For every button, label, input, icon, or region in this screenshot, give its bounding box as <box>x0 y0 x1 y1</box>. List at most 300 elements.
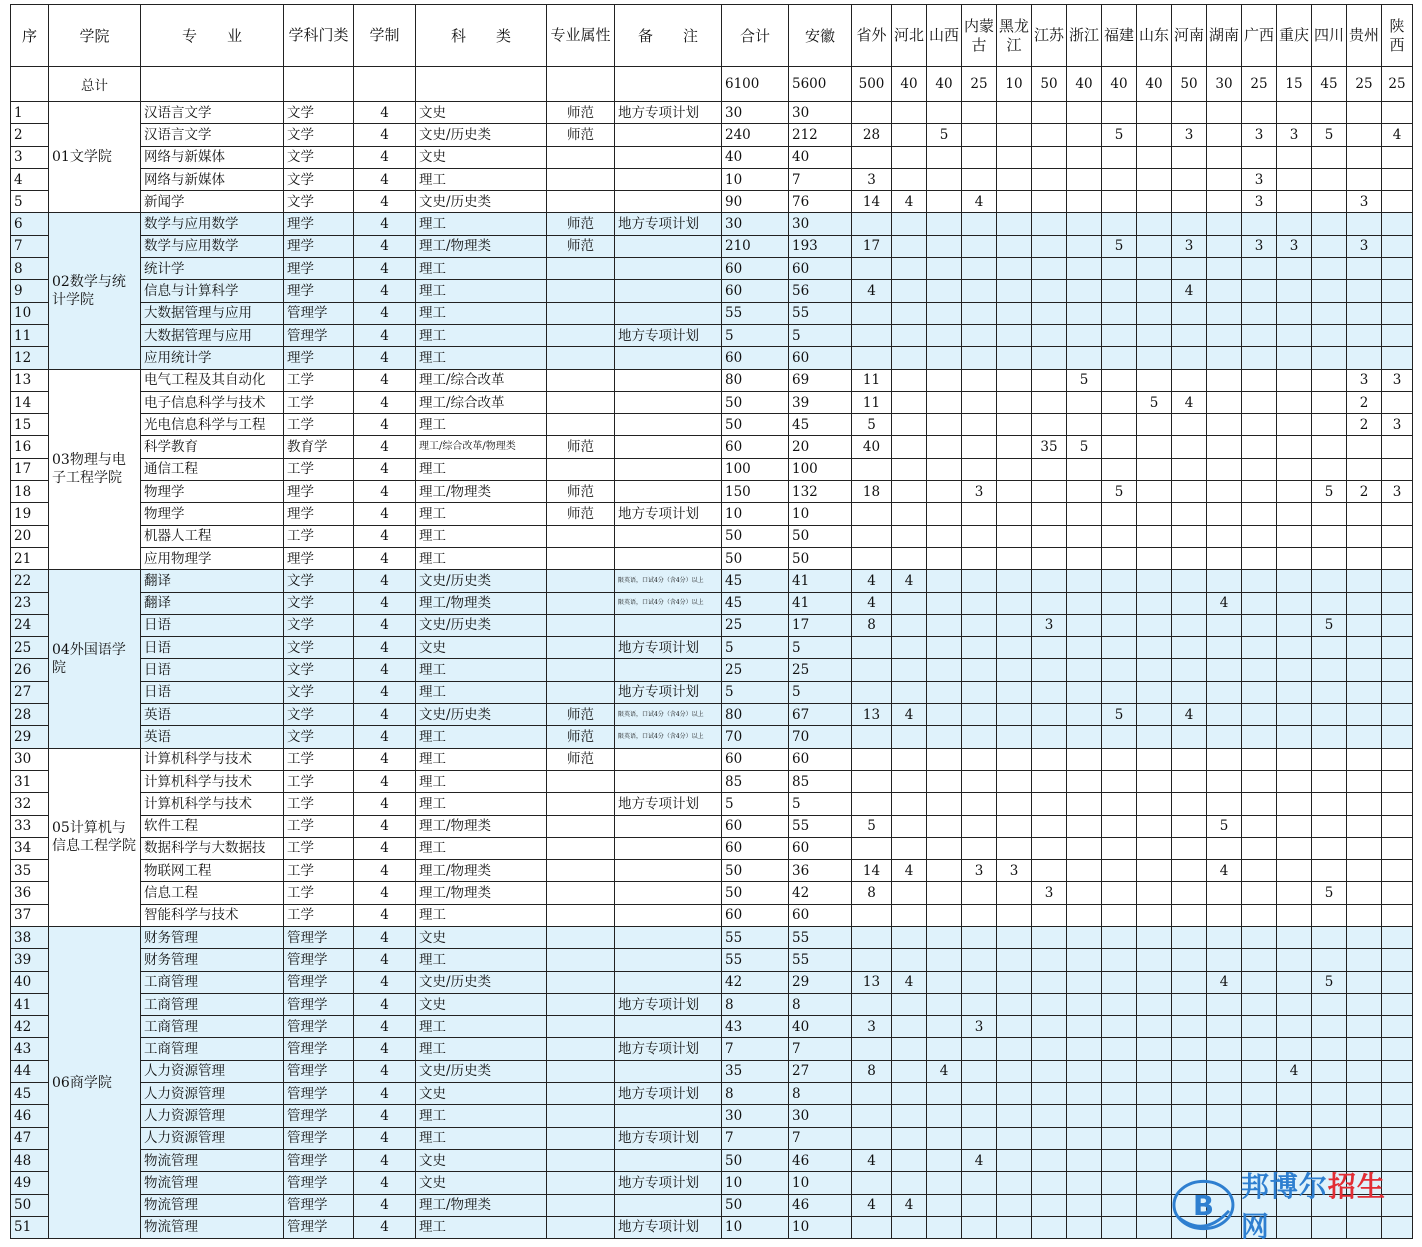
province-cell <box>1067 1083 1102 1105</box>
out-province-cell: 4 <box>852 280 892 302</box>
total-cell: 42 <box>722 971 789 993</box>
duration-cell: 4 <box>354 235 416 257</box>
province-cell <box>927 258 962 280</box>
province-cell <box>927 837 962 859</box>
major-cell: 物流管理 <box>141 1216 284 1238</box>
out-province-cell: 13 <box>852 704 892 726</box>
province-cell <box>1172 436 1207 458</box>
province-cell <box>1242 391 1277 413</box>
province-cell <box>1347 458 1382 480</box>
province-cell <box>1137 1149 1172 1171</box>
province-cell <box>1172 102 1207 124</box>
province-cell <box>1067 1194 1102 1216</box>
province-cell <box>1102 1127 1137 1149</box>
province-cell <box>1102 993 1137 1015</box>
province-cell <box>1207 347 1242 369</box>
attr-cell <box>547 815 615 837</box>
province-cell <box>1137 213 1172 235</box>
subject-cell: 文史 <box>416 926 547 948</box>
province-cell <box>1067 704 1102 726</box>
province-cell <box>1032 726 1067 748</box>
major-cell: 计算机科学与技术 <box>141 793 284 815</box>
anhui-cell: 55 <box>789 949 852 971</box>
province-cell <box>1347 748 1382 770</box>
province-cell <box>1277 302 1312 324</box>
category-cell: 工学 <box>284 860 354 882</box>
province-cell <box>1032 503 1067 525</box>
province-cell <box>997 926 1032 948</box>
note-cell <box>615 369 722 391</box>
province-cell <box>1312 213 1347 235</box>
province-cell <box>1102 726 1137 748</box>
province-cell: 5 <box>1067 436 1102 458</box>
major-cell: 软件工程 <box>141 815 284 837</box>
header-province: 四川 <box>1312 5 1347 67</box>
province-cell <box>1347 1060 1382 1082</box>
major-cell: 计算机科学与技术 <box>141 770 284 792</box>
out-province-cell <box>852 949 892 971</box>
anhui-cell: 85 <box>789 770 852 792</box>
subject-cell: 理工 <box>416 280 547 302</box>
anhui-cell: 27 <box>789 1060 852 1082</box>
out-province-cell <box>852 1216 892 1238</box>
province-cell <box>1312 726 1347 748</box>
row-seq: 13 <box>11 369 49 391</box>
province-cell <box>1242 324 1277 346</box>
note-cell: 地方专项计划 <box>615 1216 722 1238</box>
province-cell <box>1242 414 1277 436</box>
province-cell <box>962 258 997 280</box>
province-cell: 3 <box>1032 882 1067 904</box>
province-cell <box>997 993 1032 1015</box>
province-cell <box>1207 949 1242 971</box>
table-row <box>11 1083 1413 1105</box>
province-cell <box>1347 213 1382 235</box>
attr-cell <box>547 302 615 324</box>
province-cell <box>1032 1194 1067 1216</box>
province-cell <box>1382 436 1413 458</box>
category-cell: 文学 <box>284 614 354 636</box>
duration-cell: 4 <box>354 258 416 280</box>
attr-cell: 师范 <box>547 704 615 726</box>
note-cell <box>615 191 722 213</box>
note-cell <box>615 837 722 859</box>
province-cell <box>1382 748 1413 770</box>
note-cell: 地方专项计划 <box>615 681 722 703</box>
province-cell <box>1032 681 1067 703</box>
province-cell <box>1067 971 1102 993</box>
attr-cell <box>547 1216 615 1238</box>
province-cell <box>1382 637 1413 659</box>
table-row <box>11 614 1413 636</box>
province-cell <box>962 770 997 792</box>
duration-cell: 4 <box>354 1216 416 1238</box>
province-cell <box>892 882 927 904</box>
province-cell <box>1137 1216 1172 1238</box>
province-cell <box>927 481 962 503</box>
note-cell <box>615 124 722 146</box>
province-cell <box>1312 168 1347 190</box>
province-cell <box>892 770 927 792</box>
province-cell <box>1207 770 1242 792</box>
province-cell <box>892 681 927 703</box>
province-cell <box>927 1216 962 1238</box>
out-province-cell: 8 <box>852 614 892 636</box>
province-cell <box>1032 1083 1067 1105</box>
province-cell <box>1032 280 1067 302</box>
province-cell <box>1137 1172 1172 1194</box>
attr-cell: 师范 <box>547 481 615 503</box>
province-cell <box>1172 592 1207 614</box>
total-cell: 50 <box>722 1149 789 1171</box>
duration-cell: 4 <box>354 146 416 168</box>
province-cell <box>1137 302 1172 324</box>
out-province-cell <box>852 146 892 168</box>
province-cell <box>1102 102 1137 124</box>
province-cell <box>1032 146 1067 168</box>
province-cell <box>1312 547 1347 569</box>
province-cell: 4 <box>1277 1060 1312 1082</box>
province-cell <box>892 1127 927 1149</box>
duration-cell: 4 <box>354 280 416 302</box>
province-cell <box>1102 904 1137 926</box>
totals-row <box>11 67 1413 102</box>
category-cell: 管理学 <box>284 1038 354 1060</box>
out-province-cell: 17 <box>852 235 892 257</box>
major-cell: 工商管理 <box>141 993 284 1015</box>
subject-cell: 理工 <box>416 414 547 436</box>
note-cell <box>615 1060 722 1082</box>
province-cell <box>997 124 1032 146</box>
subject-cell: 理工 <box>416 1105 547 1127</box>
province-cell <box>1347 926 1382 948</box>
province-cell <box>927 347 962 369</box>
province-cell <box>1312 302 1347 324</box>
out-province-cell <box>852 1083 892 1105</box>
province-cell <box>1242 458 1277 480</box>
province-cell: 2 <box>1347 414 1382 436</box>
table-row <box>11 458 1413 480</box>
anhui-cell: 193 <box>789 235 852 257</box>
province-cell <box>962 324 997 346</box>
major-cell: 工商管理 <box>141 1016 284 1038</box>
header-anhui: 安徽 <box>789 5 852 67</box>
totals-empty-cell <box>416 67 547 102</box>
duration-cell: 4 <box>354 1105 416 1127</box>
college-cell: 04外国语学院 <box>49 570 141 748</box>
province-cell <box>1172 1127 1207 1149</box>
province-cell <box>962 1060 997 1082</box>
province-cell <box>997 213 1032 235</box>
totals-province: 25 <box>1382 67 1413 102</box>
province-cell <box>1347 436 1382 458</box>
out-province-cell <box>852 926 892 948</box>
province-cell <box>1242 904 1277 926</box>
province-cell <box>1102 793 1137 815</box>
province-cell <box>962 748 997 770</box>
province-cell <box>1347 1105 1382 1127</box>
header-province: 山东 <box>1137 5 1172 67</box>
province-cell <box>1172 503 1207 525</box>
province-cell <box>1032 793 1067 815</box>
province-cell <box>892 993 927 1015</box>
attr-cell <box>547 1149 615 1171</box>
province-cell <box>1102 1172 1137 1194</box>
province-cell <box>1207 324 1242 346</box>
duration-cell: 4 <box>354 570 416 592</box>
province-cell <box>1382 815 1413 837</box>
province-cell <box>1312 414 1347 436</box>
row-seq: 1 <box>11 102 49 124</box>
province-cell <box>962 458 997 480</box>
province-cell <box>1137 681 1172 703</box>
row-seq: 49 <box>11 1172 49 1194</box>
province-cell <box>1032 949 1067 971</box>
province-cell <box>1067 1016 1102 1038</box>
province-cell <box>892 458 927 480</box>
total-cell: 70 <box>722 726 789 748</box>
province-cell <box>1242 704 1277 726</box>
province-cell <box>1137 837 1172 859</box>
category-cell: 工学 <box>284 837 354 859</box>
province-cell <box>997 837 1032 859</box>
province-cell <box>892 1083 927 1105</box>
attr-cell <box>547 391 615 413</box>
province-cell <box>1067 659 1102 681</box>
province-cell <box>927 146 962 168</box>
major-cell: 翻译 <box>141 570 284 592</box>
province-cell <box>1242 860 1277 882</box>
province-cell <box>892 614 927 636</box>
province-cell <box>1347 1038 1382 1060</box>
major-cell: 电气工程及其自动化 <box>141 369 284 391</box>
totals-province: 40 <box>1067 67 1102 102</box>
province-cell <box>892 1172 927 1194</box>
province-cell <box>1172 815 1207 837</box>
province-cell <box>1137 860 1172 882</box>
province-cell <box>1347 280 1382 302</box>
anhui-cell: 30 <box>789 102 852 124</box>
province-cell <box>1207 168 1242 190</box>
anhui-cell: 7 <box>789 168 852 190</box>
province-cell <box>1382 1060 1413 1082</box>
province-cell <box>927 324 962 346</box>
major-cell: 英语 <box>141 726 284 748</box>
province-cell <box>1312 280 1347 302</box>
province-cell <box>1172 481 1207 503</box>
out-province-cell <box>852 1038 892 1060</box>
total-cell: 8 <box>722 1083 789 1105</box>
province-cell <box>962 971 997 993</box>
province-cell <box>1172 971 1207 993</box>
province-cell <box>1137 614 1172 636</box>
province-cell <box>1242 659 1277 681</box>
province-cell <box>997 1149 1032 1171</box>
table-row <box>11 704 1413 726</box>
province-cell <box>1207 124 1242 146</box>
logo-text <box>1241 1165 1412 1245</box>
anhui-cell: 8 <box>789 993 852 1015</box>
province-cell <box>1242 815 1277 837</box>
subject-cell: 理工 <box>416 458 547 480</box>
note-cell <box>615 458 722 480</box>
province-cell <box>1207 391 1242 413</box>
row-seq: 26 <box>11 659 49 681</box>
total-cell: 150 <box>722 481 789 503</box>
major-cell: 汉语言文学 <box>141 102 284 124</box>
province-cell <box>1207 1060 1242 1082</box>
category-cell: 工学 <box>284 458 354 480</box>
province-cell <box>1347 860 1382 882</box>
province-cell <box>962 414 997 436</box>
major-cell: 日语 <box>141 614 284 636</box>
province-cell <box>927 570 962 592</box>
province-cell <box>997 592 1032 614</box>
category-cell: 文学 <box>284 592 354 614</box>
anhui-cell: 10 <box>789 503 852 525</box>
major-cell: 信息工程 <box>141 882 284 904</box>
province-cell <box>1347 503 1382 525</box>
province-cell: 5 <box>927 124 962 146</box>
province-cell <box>1312 525 1347 547</box>
row-seq: 14 <box>11 391 49 413</box>
attr-cell <box>547 592 615 614</box>
province-cell <box>1137 280 1172 302</box>
province-cell <box>1032 1060 1067 1082</box>
province-cell <box>1172 1038 1207 1060</box>
total-cell: 240 <box>722 124 789 146</box>
province-cell <box>997 235 1032 257</box>
province-cell <box>997 1038 1032 1060</box>
out-province-cell <box>852 904 892 926</box>
header-province: 内蒙古 <box>962 5 997 67</box>
province-cell <box>1032 748 1067 770</box>
province-cell <box>1382 1127 1413 1149</box>
province-cell <box>997 347 1032 369</box>
header-row <box>11 5 1413 67</box>
category-cell: 文学 <box>284 570 354 592</box>
province-cell <box>1382 503 1413 525</box>
province-cell <box>1347 837 1382 859</box>
attr-cell: 师范 <box>547 726 615 748</box>
province-cell <box>892 1038 927 1060</box>
college-cell: 06商学院 <box>49 926 141 1238</box>
subject-cell: 文史/历史类 <box>416 971 547 993</box>
province-cell <box>962 592 997 614</box>
row-seq: 23 <box>11 592 49 614</box>
subject-cell: 理工 <box>416 503 547 525</box>
province-cell <box>962 347 997 369</box>
province-cell <box>1207 525 1242 547</box>
province-cell <box>1347 525 1382 547</box>
province-cell <box>1172 926 1207 948</box>
province-cell <box>962 168 997 190</box>
out-province-cell <box>852 302 892 324</box>
attr-cell <box>547 926 615 948</box>
province-cell <box>892 525 927 547</box>
note-cell <box>615 882 722 904</box>
attr-cell <box>547 860 615 882</box>
province-cell: 5 <box>1312 124 1347 146</box>
table-row <box>11 146 1413 168</box>
province-cell <box>962 369 997 391</box>
row-seq: 36 <box>11 882 49 904</box>
province-cell <box>1172 414 1207 436</box>
college-cell: 02数学与统计学院 <box>49 213 141 369</box>
province-cell <box>1277 770 1312 792</box>
province-cell <box>1102 191 1137 213</box>
province-cell <box>1137 882 1172 904</box>
province-cell: 5 <box>1137 391 1172 413</box>
duration-cell: 4 <box>354 191 416 213</box>
subject-cell: 理工 <box>416 547 547 569</box>
province-cell <box>997 570 1032 592</box>
province-cell <box>1137 904 1172 926</box>
province-cell: 4 <box>1207 592 1242 614</box>
out-province-cell: 4 <box>852 1149 892 1171</box>
category-cell: 管理学 <box>284 1105 354 1127</box>
category-cell: 文学 <box>284 124 354 146</box>
out-province-cell <box>852 681 892 703</box>
province-cell <box>1347 904 1382 926</box>
anhui-cell: 25 <box>789 659 852 681</box>
province-cell <box>927 949 962 971</box>
row-seq: 17 <box>11 458 49 480</box>
table-row <box>11 770 1413 792</box>
province-cell <box>927 1194 962 1216</box>
province-cell <box>892 168 927 190</box>
college-cell: 03物理与电子工程学院 <box>49 369 141 570</box>
province-cell <box>1242 770 1277 792</box>
subject-cell: 文史/历史类 <box>416 191 547 213</box>
attr-cell <box>547 904 615 926</box>
province-cell <box>1207 637 1242 659</box>
province-cell <box>962 302 997 324</box>
out-province-cell <box>852 748 892 770</box>
table-row <box>11 882 1413 904</box>
header-seq: 序 <box>11 5 49 67</box>
total-cell: 50 <box>722 414 789 436</box>
province-cell <box>1032 191 1067 213</box>
anhui-cell: 55 <box>789 815 852 837</box>
anhui-cell: 7 <box>789 1038 852 1060</box>
total-cell: 85 <box>722 770 789 792</box>
duration-cell: 4 <box>354 302 416 324</box>
category-cell: 理学 <box>284 347 354 369</box>
province-cell <box>1172 458 1207 480</box>
province-cell <box>1207 369 1242 391</box>
row-seq: 39 <box>11 949 49 971</box>
province-cell <box>1277 1127 1312 1149</box>
note-cell <box>615 547 722 569</box>
note-cell <box>615 235 722 257</box>
province-cell <box>1137 748 1172 770</box>
province-cell <box>1277 280 1312 302</box>
province-cell <box>1277 347 1312 369</box>
note-cell: 地方专项计划 <box>615 1083 722 1105</box>
major-cell: 物流管理 <box>141 1149 284 1171</box>
province-cell <box>1032 971 1067 993</box>
province-cell <box>1277 258 1312 280</box>
category-cell: 文学 <box>284 726 354 748</box>
duration-cell: 4 <box>354 882 416 904</box>
note-cell <box>615 815 722 837</box>
province-cell <box>1382 926 1413 948</box>
major-cell: 信息与计算科学 <box>141 280 284 302</box>
province-cell <box>1312 637 1347 659</box>
subject-cell: 理工 <box>416 213 547 235</box>
province-cell <box>1312 793 1347 815</box>
